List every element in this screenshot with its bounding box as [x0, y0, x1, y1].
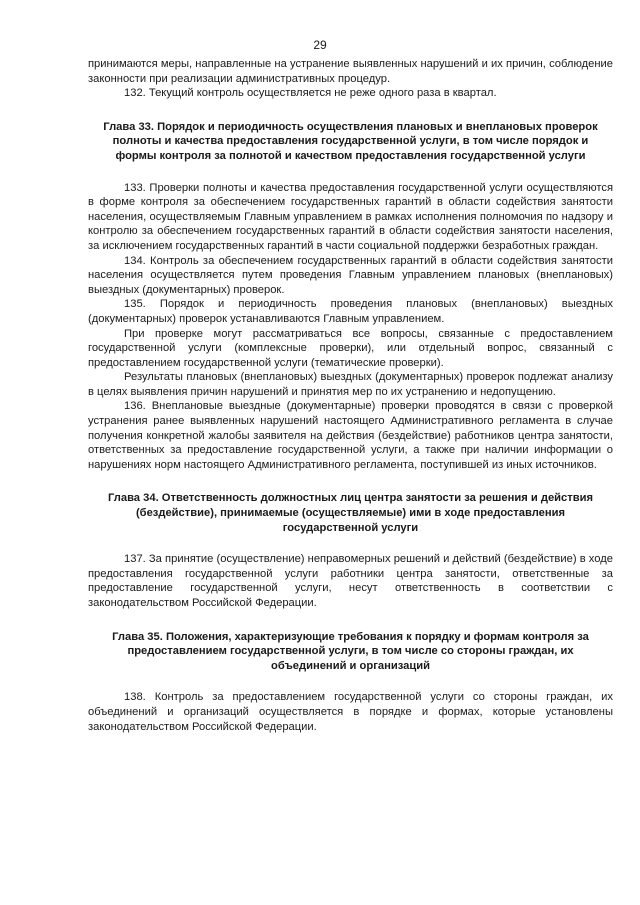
- chapter-33-heading: Глава 33. Порядок и периодичность осуществления плановых и внеплановых проверок полноты и качества предоставления государственной услуги, в том числе порядок и формы контроля за полнотой и качеством предоставления государственной услуги: [103, 120, 598, 162]
- paragraph-inspection-scope: При проверке могут рассматриваться все вопросы, связанные с предоставлением государственной услуги (комплексные проверки), или отдельный вопрос, связанный с предоставлением государственной услуги (тематические проверки).: [88, 327, 613, 369]
- page-number: 29: [313, 38, 327, 52]
- document-body: [88, 57, 613, 734]
- paragraph-continuation: принимаются меры, направленные на устранение выявленных нарушений и их причин, соблюдение законности при реализации административных процедур.: [88, 58, 613, 85]
- paragraph-134: 134. Контроль за обеспечением государственных гарантий в области содействия занятости населения осуществляется путем проведения Главным управлением плановых (внеплановых) выездных (документарных) проверок.: [88, 254, 613, 296]
- chapter-35-heading: Глава 35. Положения, характеризующие требования к порядку и формам контроля за предоставлением государственной услуги, в том числе со стороны граждан, их объединений и организаций: [112, 630, 589, 672]
- paragraph-136: 136. Внеплановые выездные (документарные) проверки проводятся в связи с проверкой устранения ранее выявленных нарушений настоящего Административного регламента в случае получения конкретной жалобы заявителя на действия (бездействие) работников центра занятости, ответственных за предоставление государственной услуги, а также при наличии информации о нарушениях норм настоящего Административного регламента, поступившей из иных источников.: [88, 400, 613, 471]
- paragraph-137: 137. За принятие (осуществление) неправомерных решений и действий (бездействие) в ходе предоставления государственной услуги работники центра занятости, ответственные за предоставление государственной услуги, несут ответственность в соответствии с законодательством Российской Федерации.: [88, 553, 613, 609]
- paragraph-133: 133. Проверки полноты и качества предоставления государственной услуги осуществляются в форме контроля за обеспечением государственных гарантий в области содействия занятости населения, осуществляемым Главным управлением в рамках исполнения полномочия по надзору и контролю за обеспечением государственных гарантий в области содействия занятости населения, за исключением государственных гарантий в части социальной поддержки безработных граждан.: [88, 181, 613, 252]
- paragraph-135: 135. Порядок и периодичность проведения плановых (внеплановых) выездных (документарных) проверок устанавливаются Главным управлением.: [88, 298, 613, 325]
- chapter-34-heading: Глава 34. Ответственность должностных лиц центра занятости за решения и действия (бездействие), принимаемые (осуществляемые) ими в ходе предоставления государственной услуги: [107, 492, 594, 534]
- paragraph-138: 138. Контроль за предоставлением государственной услуги со стороны граждан, их объединений и организаций осуществляется в порядке и формах, которые установлены законодательством Российской Федерации.: [88, 691, 613, 733]
- paragraph-132: 132. Текущий контроль осуществляется не реже одного раза в квартал.: [124, 87, 497, 100]
- paragraph-inspection-results: Результаты плановых (внеплановых) выездных (документарных) проверок подлежат анализу в целях выявления причин нарушений и принятия мер по их устранению и недопущению.: [88, 371, 613, 398]
